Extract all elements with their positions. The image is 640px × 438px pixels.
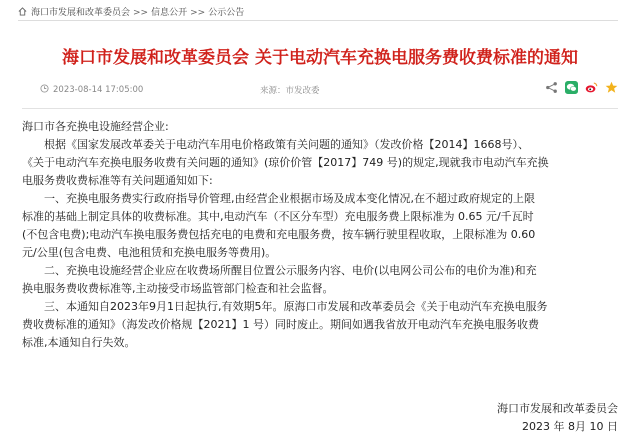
- clock-icon: [40, 84, 49, 93]
- signature-block: [497, 400, 618, 436]
- body-line: 根据《国家发展改革委关于电动汽车用电价格政策有关问题的通知》（发改价格【2014】1668号）、: [44, 138, 529, 151]
- body-line: 标准,本通知自行失效。: [22, 336, 136, 349]
- qzone-icon[interactable]: [605, 81, 618, 94]
- source-value: 市发改委: [285, 86, 320, 96]
- breadcrumb-separator: >>: [133, 8, 149, 18]
- publish-date: [40, 84, 143, 95]
- share-bar: [545, 81, 618, 94]
- page-title: 海口市发展和改革委员会 关于电动汽车充换电服务费收费标准的通知: [62, 48, 578, 68]
- divider: [18, 20, 618, 21]
- publish-date-text: 2023-08-14 17:05:00: [53, 85, 144, 95]
- salutation: 海口市各充换电设施经营企业:: [22, 120, 169, 133]
- body-line: 一、充换电服务费实行政府指导价管理,由经营企业根据市场及成本变化情况,在不超过政府规定的上限: [44, 192, 535, 205]
- body-line: (不包含电费);电动汽车换电服务费包括充电的电费和充电服务费，按车辆行驶里程收取，上限标准为 0.60: [22, 228, 536, 241]
- article-meta: [40, 84, 618, 98]
- divider: [22, 108, 618, 109]
- body-line: 《关于电动汽车充换电服务收费有关问题的通知》(琼价价管【2017】749 号)的规定,现就我市电动汽车充换: [22, 156, 549, 169]
- body-line: 换电服务费收费标准等,主动接受市场监管部门检查和社会监督。: [22, 282, 334, 295]
- weibo-icon[interactable]: [585, 81, 598, 94]
- wechat-icon[interactable]: [565, 81, 578, 94]
- breadcrumb-item-notices[interactable]: 公示公告: [208, 8, 245, 18]
- home-icon[interactable]: [18, 7, 27, 16]
- breadcrumb-item-info-public[interactable]: 信息公开: [151, 8, 188, 18]
- source: [260, 84, 320, 96]
- body-line: 标准的基础上制定具体的收费标准。其中,电动汽车（不区分车型）充电服务费上限标准为 0.65 元/千瓦时: [22, 210, 534, 223]
- breadcrumb-item-ndrc[interactable]: 海口市发展和改革委员会: [31, 8, 131, 18]
- breadcrumb: [18, 5, 244, 18]
- breadcrumb-separator: >>: [190, 8, 206, 18]
- source-label: 来源：: [260, 86, 286, 96]
- body-line: 电服务费收费标准等有关问题通知如下:: [22, 174, 213, 187]
- body-line: 三、本通知自2023年9月1日起执行,有效期5年。原海口市发展和改革委员会《关于电动汽车充换电服务: [44, 300, 548, 313]
- body-line: 二、充换电设施经营企业应在收费场所醒目位置公示服务内容、电价(以电网公司公布的电价为准)和充: [44, 264, 537, 277]
- body-line: 元/公里(包含电费、电池租赁和充换电服务等费用)。: [22, 246, 277, 259]
- share-icon[interactable]: [545, 81, 558, 94]
- body-line: 费收费标准的通知》（海发改价格规【2021】1 号）同时废止。期间如遇我省放开电动汽车充换电服务收费: [22, 318, 539, 331]
- signature-org: 海口市发展和改革委员会: [497, 402, 618, 415]
- article-body: [22, 118, 622, 352]
- signature-date: 2023 年 8月 10 日: [522, 420, 618, 433]
